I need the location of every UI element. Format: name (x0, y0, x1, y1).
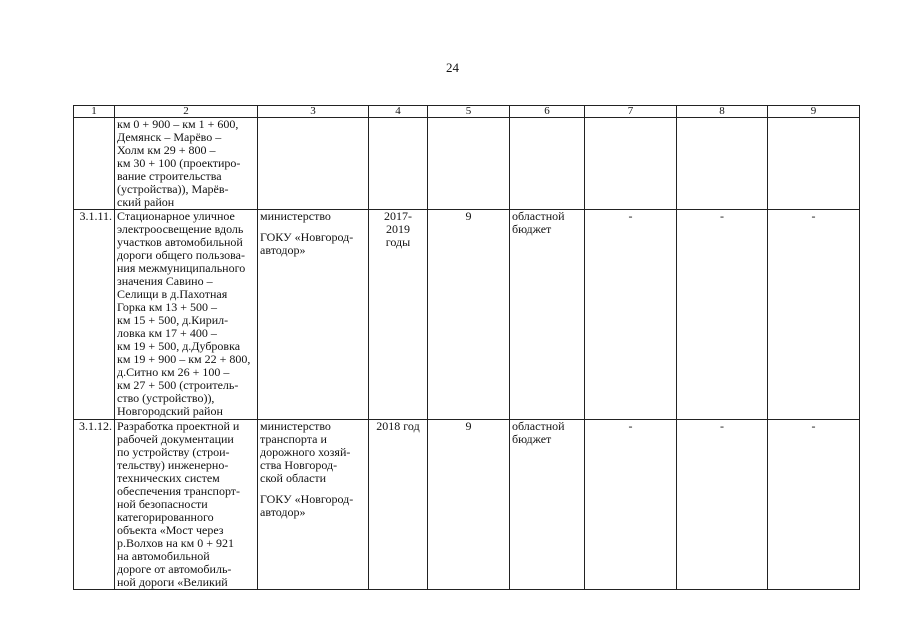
number-cell: 3.1.11. (74, 210, 115, 420)
description-line: вание строительства (117, 169, 222, 183)
target-cell: 9 (428, 420, 510, 590)
description-line: Стационарное уличное (117, 209, 235, 223)
description-line: ной дороги «Великий (117, 575, 228, 589)
description-line: км 15 + 500, д.Кирил- (117, 313, 229, 327)
description-line: ной безопасности (117, 497, 208, 511)
executor-line: ГОКУ «Новгород- (260, 230, 354, 244)
description-line: электроосвещение вдоль (117, 222, 244, 236)
funding-cell (677, 118, 768, 210)
executor-cell (258, 210, 369, 420)
description-cell (115, 210, 258, 420)
target-cell (428, 118, 510, 210)
activities-table (73, 105, 860, 590)
executor-line: автодор» (260, 243, 306, 257)
period-cell (369, 420, 428, 590)
executor-line: ской области (260, 471, 327, 485)
description-line: обеспечения транспорт- (117, 484, 241, 498)
source-line: областной (512, 209, 565, 223)
funding-cell: - (768, 420, 860, 590)
description-line: км 19 + 500, д.Дубровка (117, 339, 241, 353)
executor-line: автодор» (260, 505, 306, 519)
funding-cell: - (585, 210, 677, 420)
description-line: дороги общего пользова- (117, 248, 245, 262)
source-cell (510, 210, 585, 420)
executor-line: ства Новгород- (260, 458, 338, 472)
header-cell: 4 (369, 106, 428, 118)
description-line: р.Волхов на км 0 + 921 (117, 536, 234, 550)
description-line: ния межмуниципального (117, 261, 246, 275)
description-line: рабочей документации (117, 432, 234, 446)
period-line: 2018 год (376, 419, 420, 433)
table-row-3-1-11 (74, 210, 860, 420)
description-line: км 19 + 900 – км 22 + 800, (117, 352, 251, 366)
executor-line: транспорта и (260, 432, 327, 446)
source-line: областной (512, 419, 565, 433)
funding-cell (585, 118, 677, 210)
description-line: технических систем (117, 471, 220, 485)
funding-cell: - (768, 210, 860, 420)
period-line: 2017- (384, 209, 412, 223)
period-line: годы (385, 235, 411, 249)
funding-cell: - (677, 210, 768, 420)
column-number-header (74, 106, 860, 118)
executor-cell (258, 420, 369, 590)
funding-cell: - (585, 420, 677, 590)
description-line: по устройству (строи- (117, 445, 230, 459)
source-line: бюджет (512, 222, 552, 236)
description-line: км 0 + 900 – км 1 + 600, (117, 117, 239, 131)
table-row-continuation (74, 118, 860, 210)
header-cell: 7 (585, 106, 677, 118)
number-cell: 3.1.12. (74, 420, 115, 590)
table-row-3-1-12 (74, 420, 860, 590)
period-line: 2019 (386, 222, 410, 236)
description-line: (устройства)), Марёв- (117, 182, 229, 196)
description-line: Демянск – Марёво – (117, 130, 222, 144)
description-line: на автомобильной (117, 549, 210, 563)
description-cell (115, 118, 258, 210)
header-cell: 6 (510, 106, 585, 118)
source-line: бюджет (512, 432, 552, 446)
description-line: тельству) инженерно- (117, 458, 229, 472)
description-line: участков автомобильной (117, 235, 243, 249)
description-line: ловка км 17 + 400 – (117, 326, 217, 340)
funding-cell: - (677, 420, 768, 590)
executor-line: министерство (260, 419, 331, 433)
header-cell: 2 (115, 106, 258, 118)
target-cell: 9 (428, 210, 510, 420)
description-line: Селищи в д.Пахотная (117, 287, 228, 301)
description-line: км 30 + 100 (проектиро- (117, 156, 241, 170)
number-cell (74, 118, 115, 210)
description-line: ский район (117, 195, 175, 209)
description-line: дороге от автомобиль- (117, 562, 232, 576)
header-cell: 1 (74, 106, 115, 118)
description-line: ство (устройство)), (117, 391, 215, 405)
header-cell: 8 (677, 106, 768, 118)
description-line: объекта «Мост через (117, 523, 224, 537)
executor-line: ГОКУ «Новгород- (260, 492, 354, 506)
header-cell: 3 (258, 106, 369, 118)
header-cell: 9 (768, 106, 860, 118)
description-line: Горка км 13 + 500 – (117, 300, 218, 314)
description-line: км 27 + 500 (строитель- (117, 378, 239, 392)
period-cell (369, 118, 428, 210)
description-cell (115, 420, 258, 590)
period-cell (369, 210, 428, 420)
executor-line: министерство (260, 209, 331, 223)
source-cell (510, 118, 585, 210)
description-line: Холм км 29 + 800 – (117, 143, 216, 157)
description-line: Разработка проектной и (117, 419, 240, 433)
funding-cell (768, 118, 860, 210)
description-line: Новгородский район (117, 404, 223, 418)
description-line: значения Савино – (117, 274, 213, 288)
page-number: 24 (446, 60, 459, 75)
description-line: д.Ситно км 26 + 100 – (117, 365, 230, 379)
description-line: категорированного (117, 510, 214, 524)
executor-line: дорожного хозяй- (260, 445, 351, 459)
source-cell (510, 420, 585, 590)
executor-cell (258, 118, 369, 210)
header-cell: 5 (428, 106, 510, 118)
